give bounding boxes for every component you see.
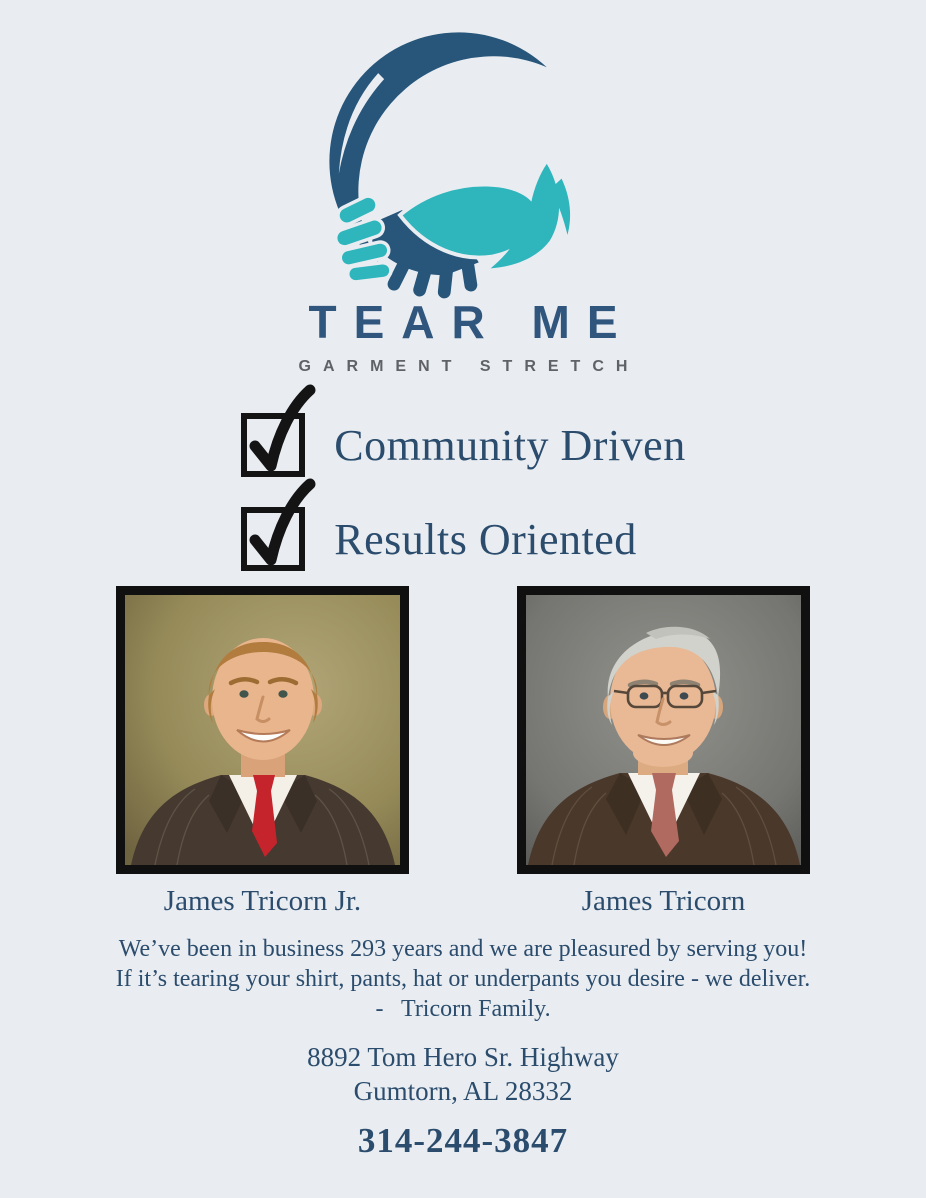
- portrait-photo-left: [116, 586, 409, 874]
- checklist-row: [240, 394, 685, 478]
- checklist-label: Community Driven: [334, 421, 686, 471]
- portraits-row: [116, 586, 810, 918]
- handshake-circle-logo: [315, 16, 611, 292]
- person-name-left: James Tricorn Jr.: [163, 885, 362, 918]
- address-line-1: 8892 Tom Hero Sr. Highway: [307, 1042, 619, 1073]
- address-line-2: Gumtorn, AL 28332: [353, 1076, 573, 1107]
- checked-checkbox-icon: [240, 488, 316, 572]
- message-line: We’ve been in business 293 years and we are pleasured by serving you!: [118, 936, 808, 963]
- message-signature: - Tricorn Family.: [375, 996, 551, 1023]
- phone-number: 314-244-3847: [357, 1121, 569, 1161]
- checklist: [240, 394, 685, 572]
- handshake-icon: [315, 16, 611, 292]
- brand-tagline: GARMENT STRETCH: [298, 358, 640, 376]
- person-name-right: James Tricorn: [581, 885, 746, 918]
- business-message: [116, 934, 811, 1024]
- address-block: [307, 1040, 619, 1108]
- person-figure-left: [116, 586, 409, 918]
- message-line: If it’s tearing your shirt, pants, hat or underpants you desire - we deliver.: [115, 966, 811, 993]
- person-figure-right: [517, 586, 810, 918]
- brand-title: TEAR ME: [308, 296, 635, 348]
- portrait-photo-right: [517, 586, 810, 874]
- checklist-label: Results Oriented: [334, 515, 637, 565]
- checklist-row: [240, 488, 685, 572]
- checked-checkbox-icon: [240, 394, 316, 478]
